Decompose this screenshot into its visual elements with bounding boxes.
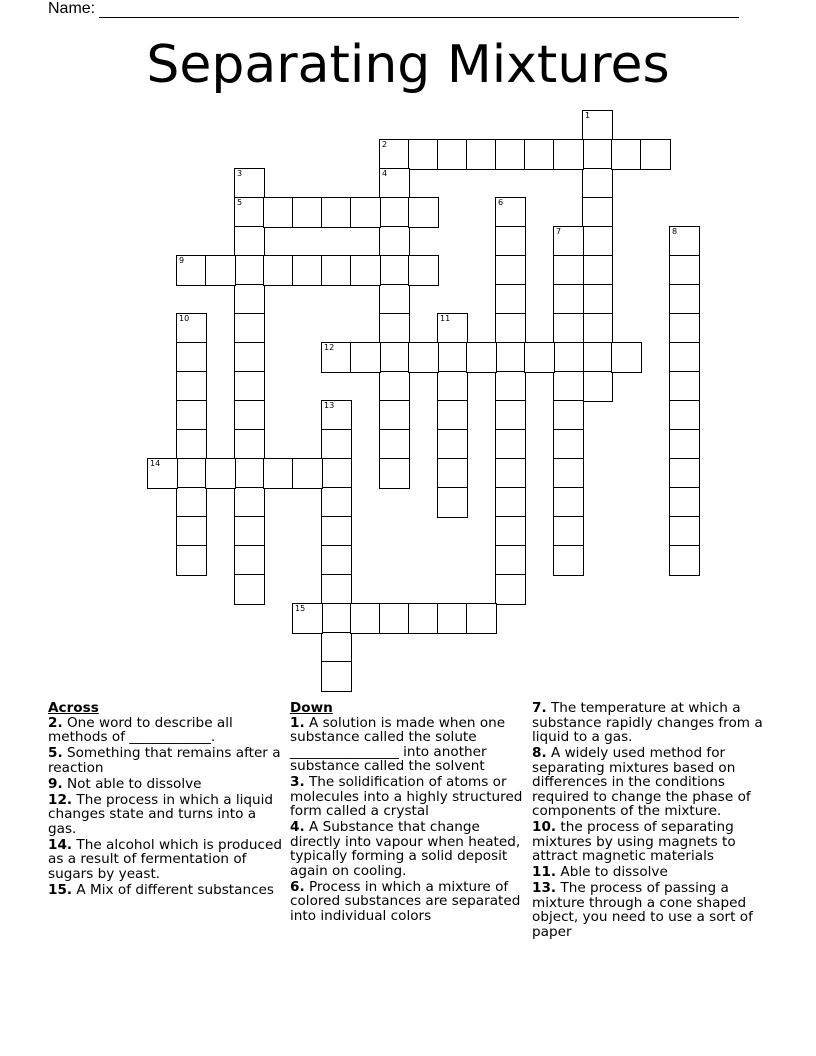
clue-item-number: 1. [290, 714, 305, 731]
grid-cell[interactable] [553, 139, 584, 170]
puzzle-title: Separating Mixtures [146, 35, 670, 95]
grid-cell[interactable] [379, 313, 410, 344]
grid-cell[interactable] [234, 487, 265, 518]
grid-cell[interactable] [553, 545, 584, 576]
grid-cell[interactable] [234, 226, 265, 257]
grid-cell[interactable] [321, 458, 352, 489]
clue-item-number: 5. [48, 745, 63, 761]
clue-item [290, 716, 526, 774]
grid-cell[interactable] [234, 574, 265, 605]
clue-number: 8 [672, 227, 678, 236]
grid-cell[interactable] [582, 313, 613, 344]
grid-cell[interactable] [553, 516, 584, 547]
clue-number: 3 [237, 169, 243, 178]
grid-cell[interactable] [582, 342, 613, 373]
grid-cell[interactable] [263, 458, 294, 489]
grid-cell[interactable] [147, 458, 178, 489]
grid-cell[interactable] [437, 139, 468, 170]
grid-cell[interactable] [466, 342, 497, 373]
grid-cell[interactable] [437, 487, 468, 518]
clue-item [48, 746, 283, 775]
grid-cell[interactable] [205, 255, 236, 286]
grid-cell[interactable] [611, 342, 642, 373]
clue-item-text: One word to describe all methods of ____________. [48, 714, 233, 745]
grid-cell[interactable] [205, 458, 236, 489]
grid-cell[interactable] [437, 313, 468, 344]
grid-cell[interactable] [669, 371, 700, 402]
name-label: Name: [48, 0, 96, 17]
grid-cell[interactable] [321, 342, 352, 373]
grid-cell[interactable] [495, 284, 526, 315]
grid-cell[interactable] [553, 458, 584, 489]
grid-cell[interactable] [495, 458, 526, 489]
grid-cell[interactable] [495, 197, 526, 228]
grid-cell[interactable] [582, 197, 613, 228]
grid-cell[interactable] [379, 458, 410, 489]
grid-cell[interactable] [350, 603, 381, 634]
grid-cell[interactable] [408, 603, 439, 634]
grid-cell[interactable] [263, 197, 294, 228]
grid-cell[interactable] [437, 458, 468, 489]
clue-item-text: The temperature at which a substance rapidly changes from a liquid to a gas. [532, 700, 763, 745]
clue-item-number: 10. [532, 819, 557, 835]
grid-cell[interactable] [176, 371, 207, 402]
grid-cell[interactable] [234, 545, 265, 576]
grid-cell[interactable] [669, 545, 700, 576]
grid-cell[interactable] [321, 516, 352, 547]
grid-cell[interactable] [234, 342, 265, 373]
grid-cell[interactable] [379, 342, 410, 373]
clue-item-number: 15. [48, 881, 73, 898]
grid-cell[interactable] [176, 545, 207, 576]
grid-cell[interactable] [379, 371, 410, 402]
grid-cell[interactable] [234, 313, 265, 344]
grid-cell[interactable] [437, 371, 468, 402]
clue-number: 5 [237, 198, 243, 207]
grid-cell[interactable] [379, 400, 410, 431]
clue-number: 12 [324, 343, 335, 352]
grid-cell[interactable] [553, 284, 584, 315]
grid-cell[interactable] [176, 255, 207, 286]
grid-cell[interactable] [553, 226, 584, 257]
clue-item-number: 8. [532, 745, 547, 761]
grid-cell[interactable] [408, 197, 439, 228]
clue-item-text: A Mix of different substances [72, 881, 274, 898]
grid-cell[interactable] [524, 342, 555, 373]
grid-cell[interactable] [495, 313, 526, 344]
grid-cell[interactable] [321, 255, 352, 286]
grid-cell[interactable] [669, 226, 700, 257]
grid-cell[interactable] [669, 284, 700, 315]
grid-cell[interactable] [379, 168, 410, 199]
clue-item-number: 3. [290, 774, 305, 790]
clue-number: 10 [179, 314, 190, 323]
grid-cell[interactable] [582, 139, 613, 170]
grid-cell[interactable] [234, 400, 265, 431]
grid-cell[interactable] [495, 226, 526, 257]
grid-cell[interactable] [234, 516, 265, 547]
clue-item-text: The process of passing a mixture through a cone shaped object, you need to use a sort of paper [532, 880, 753, 940]
grid-cell[interactable] [234, 458, 265, 489]
grid-cell[interactable] [437, 429, 468, 460]
down-clues-continued [532, 701, 768, 941]
grid-cell[interactable] [495, 487, 526, 518]
clue-item-text: the process of separating mixtures by using magnets to attract magnetic materials [532, 819, 736, 864]
grid-cell[interactable] [582, 110, 613, 141]
grid-cell[interactable] [176, 313, 207, 344]
grid-cell[interactable] [582, 168, 613, 199]
grid-cell[interactable] [524, 139, 555, 170]
clue-item [48, 838, 283, 882]
clue-item [532, 746, 768, 819]
grid-cell[interactable] [321, 603, 352, 634]
clue-item-text: The alcohol which is produced as a result of fermentation of sugars by yeast. [48, 836, 282, 882]
grid-cell[interactable] [321, 197, 352, 228]
clue-item-text: Something that remains after a reaction [48, 745, 281, 776]
grid-cell[interactable] [553, 371, 584, 402]
clue-number: 13 [324, 401, 335, 410]
grid-cell[interactable] [321, 400, 352, 431]
clue-item-number: 13. [532, 880, 557, 896]
clue-item [290, 880, 526, 924]
grid-cell[interactable] [176, 487, 207, 518]
grid-cell[interactable] [321, 632, 352, 663]
across-heading: Across [48, 700, 99, 716]
grid-cell[interactable] [669, 458, 700, 489]
grid-cell[interactable] [408, 139, 439, 170]
grid-cell[interactable] [350, 342, 381, 373]
clue-item-number: 11. [532, 864, 557, 880]
clue-item [48, 716, 283, 745]
grid-cell[interactable] [321, 661, 352, 692]
grid-cell[interactable] [669, 516, 700, 547]
grid-cell[interactable] [321, 487, 352, 518]
down-clues [290, 701, 526, 925]
grid-cell[interactable] [350, 197, 381, 228]
grid-cell[interactable] [669, 313, 700, 344]
grid-cell[interactable] [176, 429, 207, 460]
grid-cell[interactable] [379, 226, 410, 257]
clue-item [48, 883, 283, 898]
grid-cell[interactable] [176, 342, 207, 373]
clue-item-number: 9. [48, 775, 63, 792]
grid-cell[interactable] [669, 400, 700, 431]
clue-item-number: 4. [290, 819, 305, 835]
clue-number: 14 [150, 459, 161, 468]
grid-cell[interactable] [321, 429, 352, 460]
clue-item-number: 12. [48, 791, 73, 808]
clue-number: 2 [382, 140, 388, 149]
grid-cell[interactable] [495, 429, 526, 460]
grid-cell[interactable] [495, 139, 526, 170]
grid-cell[interactable] [379, 197, 410, 228]
grid-cell[interactable] [553, 400, 584, 431]
clue-number: 7 [556, 227, 562, 236]
clue-item-number: 14. [48, 836, 73, 853]
clue-item [48, 793, 283, 837]
grid-cell[interactable] [437, 603, 468, 634]
clue-item-text: A solution is made when one substance called the solute ________________ into another substance called the solvent [290, 714, 506, 774]
grid-cell[interactable] [495, 400, 526, 431]
clue-item-number: 7. [532, 700, 547, 716]
clue-item [532, 865, 768, 880]
grid-cell[interactable] [292, 255, 323, 286]
grid-cell[interactable] [553, 255, 584, 286]
grid-cell[interactable] [582, 284, 613, 315]
clue-item [48, 777, 283, 792]
clue-item-text: A widely used method for separating mixtures based on differences in the conditions required to change the phase of components of the mixture. [532, 745, 751, 819]
clue-item-text: Able to dissolve [556, 864, 668, 880]
grid-cell[interactable] [176, 516, 207, 547]
grid-cell[interactable] [176, 400, 207, 431]
grid-cell[interactable] [176, 458, 207, 489]
grid-cell[interactable] [263, 255, 294, 286]
grid-cell[interactable] [553, 342, 584, 373]
clue-item-number: 6. [290, 878, 305, 895]
grid-cell[interactable] [234, 284, 265, 315]
clue-item [532, 701, 768, 745]
clue-item-text: The process in which a liquid changes state and turns into a gas. [48, 791, 274, 837]
grid-cell[interactable] [321, 574, 352, 605]
grid-cell[interactable] [321, 545, 352, 576]
grid-cell[interactable] [495, 255, 526, 286]
clue-item-text: Not able to dissolve [62, 775, 202, 792]
grid-cell[interactable] [466, 603, 497, 634]
grid-cell[interactable] [350, 255, 381, 286]
grid-cell[interactable] [234, 371, 265, 402]
clue-number: 4 [382, 169, 388, 178]
grid-cell[interactable] [408, 255, 439, 286]
grid-cell[interactable] [669, 342, 700, 373]
clue-number: 9 [179, 256, 185, 265]
grid-cell[interactable] [379, 255, 410, 286]
grid-cell[interactable] [553, 313, 584, 344]
grid-cell[interactable] [292, 603, 323, 634]
clue-item [290, 775, 526, 819]
grid-cell[interactable] [379, 284, 410, 315]
grid-cell[interactable] [495, 371, 526, 402]
grid-cell[interactable] [640, 139, 671, 170]
clue-number: 1 [585, 111, 591, 120]
grid-cell[interactable] [408, 342, 439, 373]
grid-cell[interactable] [234, 168, 265, 199]
across-clues [48, 701, 283, 899]
clue-item [290, 820, 526, 878]
clue-number: 6 [498, 198, 504, 207]
grid-cell[interactable] [553, 429, 584, 460]
grid-cell[interactable] [495, 516, 526, 547]
clue-item [532, 820, 768, 864]
grid-cell[interactable] [437, 342, 468, 373]
grid-cell[interactable] [379, 603, 410, 634]
grid-cell[interactable] [582, 371, 613, 402]
grid-cell[interactable] [437, 400, 468, 431]
clue-item-number: 2. [48, 714, 63, 731]
grid-cell[interactable] [611, 139, 642, 170]
grid-cell[interactable] [553, 487, 584, 518]
clue-number: 15 [295, 604, 306, 613]
clue-item [532, 881, 768, 939]
grid-cell[interactable] [234, 255, 265, 286]
grid-cell[interactable] [495, 545, 526, 576]
clue-item-text: Process in which a mixture of colored substances are separated into individual colors [290, 878, 521, 924]
grid-cell[interactable] [582, 226, 613, 257]
grid-cell[interactable] [292, 197, 323, 228]
grid-cell[interactable] [379, 429, 410, 460]
grid-cell[interactable] [582, 255, 613, 286]
grid-cell[interactable] [234, 429, 265, 460]
grid-cell[interactable] [466, 139, 497, 170]
clue-item-text: The solidification of atoms or molecules into a highly structured form called a crystal [290, 774, 523, 819]
grid-cell[interactable] [495, 574, 526, 605]
grid-cell[interactable] [669, 255, 700, 286]
grid-cell[interactable] [234, 197, 265, 228]
clue-number: 11 [440, 314, 451, 323]
grid-cell[interactable] [669, 487, 700, 518]
down-heading: Down [290, 700, 333, 716]
grid-cell[interactable] [379, 139, 410, 170]
grid-cell[interactable] [292, 458, 323, 489]
grid-cell[interactable] [669, 429, 700, 460]
clue-item-text: A Substance that change directly into vapour when heated, typically forming a solid deposit again on cooling. [290, 819, 521, 879]
grid-cell[interactable] [495, 342, 526, 373]
